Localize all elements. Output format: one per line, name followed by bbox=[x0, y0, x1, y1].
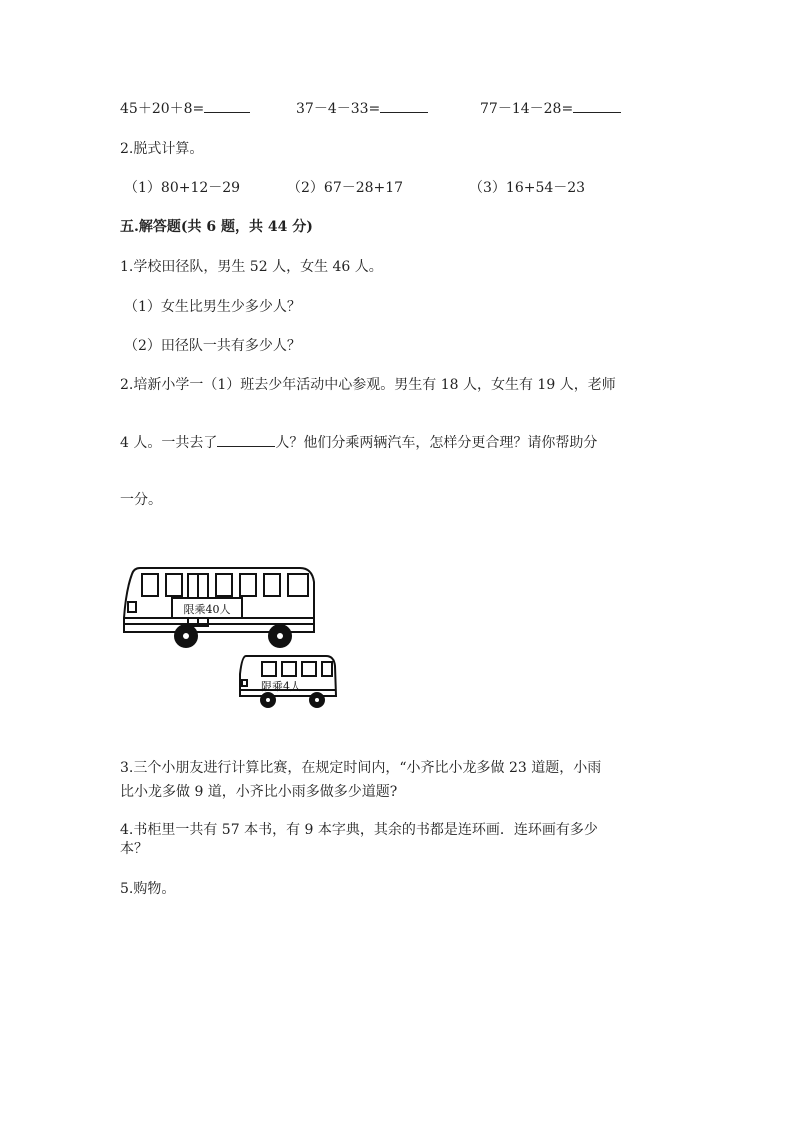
exercise-2 bbox=[296, 98, 428, 118]
answer-blank[interactable] bbox=[380, 98, 428, 113]
question-2-title: 2.脱式计算。 bbox=[120, 141, 204, 157]
problem-2-line-2-b: 人？他们分乘两辆汽车，怎样分更合理？请你帮助分 bbox=[275, 435, 598, 451]
section-5-title: 五.解答题(共 6 题，共 44 分) bbox=[120, 219, 313, 235]
problem-1-sub-1: （1）女生比男生少多少人？ bbox=[124, 299, 301, 315]
problem-3-line-2: 比小龙多做 9 道，小齐比小雨多做多少道题? bbox=[120, 784, 398, 800]
answer-blank[interactable] bbox=[204, 98, 250, 113]
problem-4-line-1: 4.书柜里一共有 57 本书，有 9 本字典，其余的书都是连环画．连环画有多少 bbox=[120, 822, 598, 838]
q2-item-1: （1）80+12－29 bbox=[124, 180, 241, 196]
problem-1-sub-2: （2）田径队一共有多少人？ bbox=[124, 338, 301, 354]
q2-item-3: （3）16+54－23 bbox=[469, 180, 586, 196]
problem-1-text: 1.学校田径队，男生 52 人，女生 46 人。 bbox=[120, 259, 383, 275]
large-bus-label: 限乘40人 bbox=[183, 603, 231, 616]
q2-item-2: （2）67－28+17 bbox=[287, 180, 404, 196]
exercise-3 bbox=[480, 98, 621, 118]
problem-5-text: 5.购物。 bbox=[120, 881, 176, 897]
exercise-1 bbox=[120, 98, 250, 118]
problem-2-line-3: 一分。 bbox=[120, 492, 162, 508]
problem-2-line-1: 2.培新小学一（1）班去少年活动中心参观。男生有 18 人，女生有 19 人，老师 bbox=[120, 377, 616, 393]
bus-illustration bbox=[118, 560, 338, 720]
exercise-3-text: 77－14－28= bbox=[480, 101, 574, 117]
problem-3-line-1: 3.三个小朋友进行计算比赛，在规定时间内，“小齐比小龙多做 23 道题，小雨 bbox=[120, 760, 602, 776]
exercise-1-text: 45＋20＋8= bbox=[120, 101, 205, 117]
answer-blank[interactable] bbox=[573, 98, 621, 113]
problem-4-line-2: 本？ bbox=[120, 841, 148, 857]
problem-2-line-2-a: 4 人。一共去了 bbox=[120, 435, 218, 451]
small-bus-label: 限乘4人 bbox=[261, 680, 301, 693]
exercise-2-text: 37－4－33= bbox=[296, 101, 381, 117]
problem-2-line-2 bbox=[120, 432, 597, 452]
answer-blank[interactable] bbox=[217, 432, 275, 447]
